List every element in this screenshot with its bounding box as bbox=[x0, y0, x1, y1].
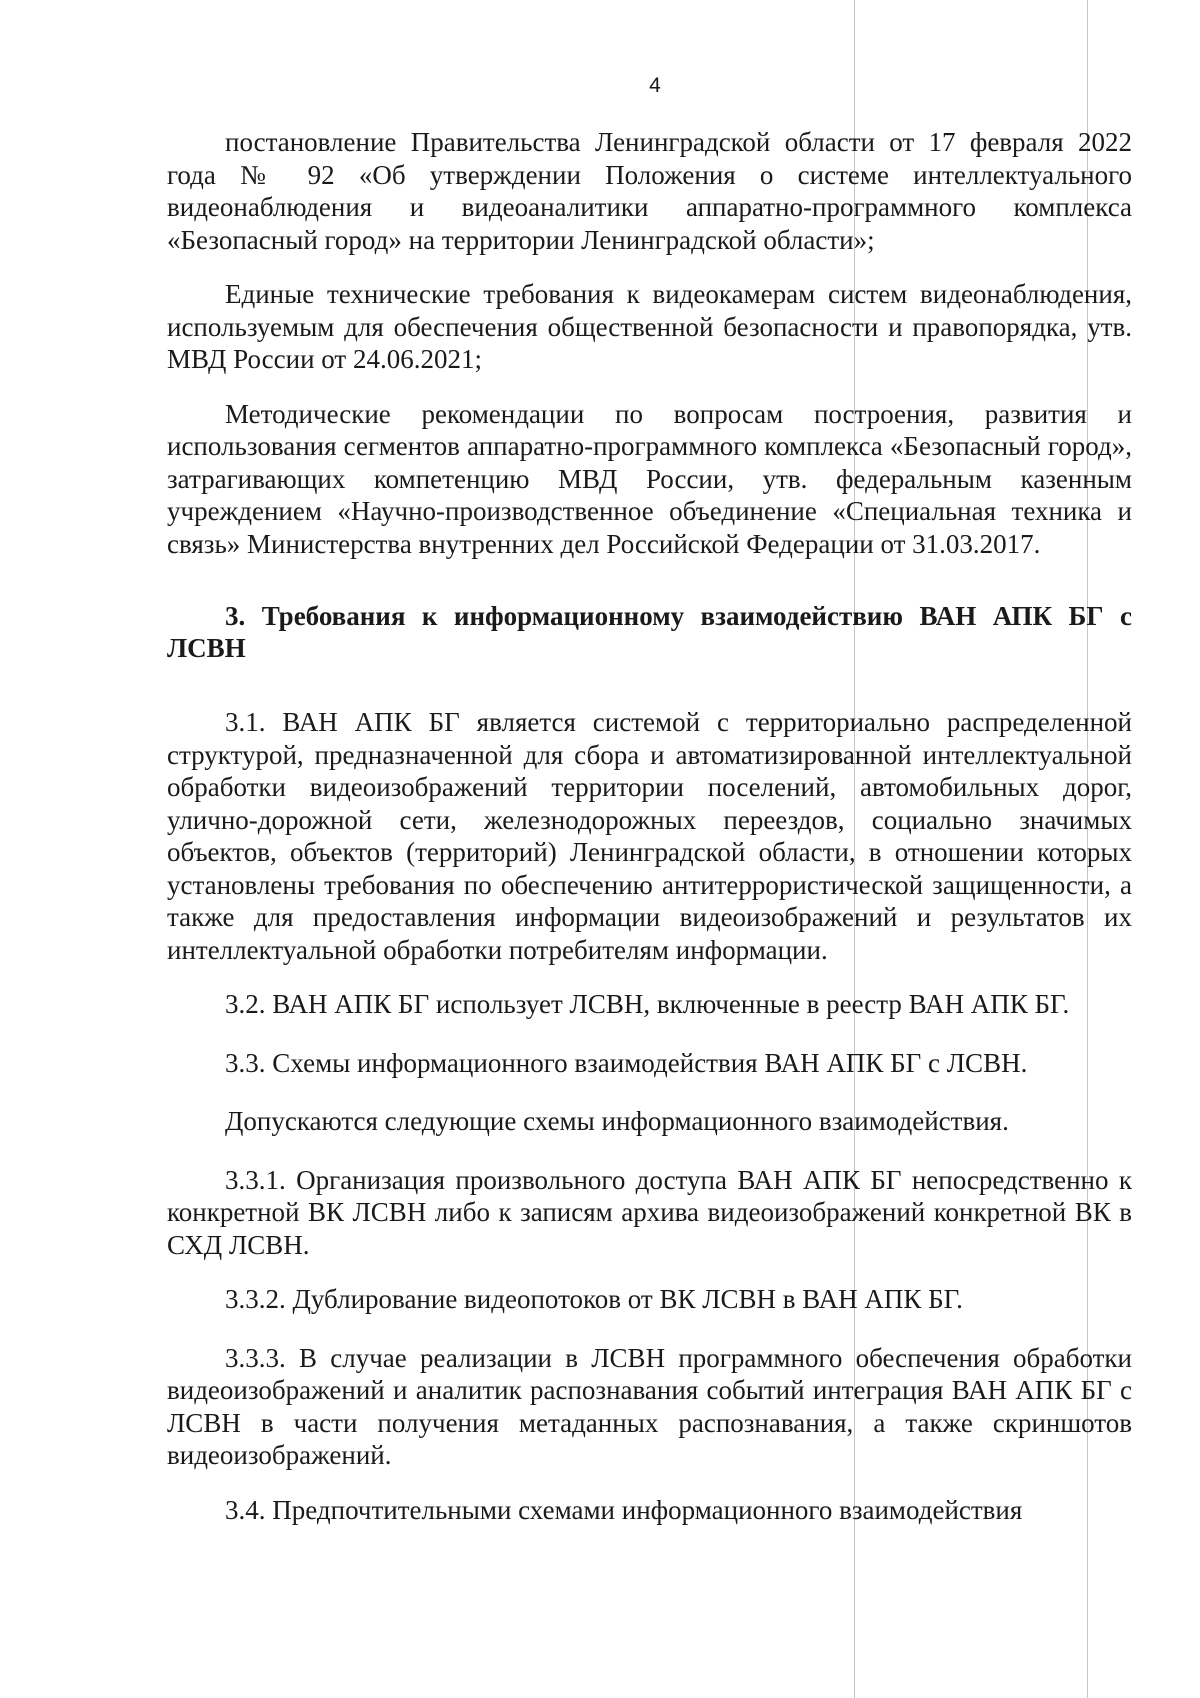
paragraph-3-3-1: 3.3.1. Организация произвольного доступа ВАН АПК БГ непосредственно к конкретной ВК ЛСВН либо к записям архива видеоизображений конкретной ВК в СХД ЛСВН. bbox=[167, 1164, 1132, 1260]
paragraph-3-1: 3.1. ВАН АПК БГ является системой с территориально распределенной структурой, предназначенной для сбора и автоматизированной интеллектуальной обработки видеоизображений территории поселений, автомобильных дорог, улично-дорожной сети, железнодорожных переездов, социально значимых объектов, объектов (территорий) Ленинградской области, в отношении которых установлены требования по обеспечению антитеррористической защищенности, а также для предоставления информации видеоизображений и результатов их интеллектуальной обработки потребителям информации. bbox=[167, 707, 1132, 965]
section-heading: 3. Требования к информационному взаимодействию ВАН АПК БГ с ЛСВН bbox=[167, 601, 1132, 663]
document-body bbox=[167, 126, 1132, 1548]
paragraph-3-2: 3.2. ВАН АПК БГ использует ЛСВН, включенные в реестр ВАН АПК БГ. bbox=[225, 989, 1070, 1019]
paragraph-regulation-decree: постановление Правительства Ленинградской области от 17 февраля 2022 года № 92 «Об утверждении Положения о системе интеллектуального видеонаблюдения и видеоаналитики аппаратно-программного комплекса «Безопасный город» на территории Ленинградской области»; bbox=[167, 127, 1132, 255]
paragraph-technical-requirements: Единые технические требования к видеокамерам систем видеонаблюдения, используемым для обеспечения общественной безопасности и правопорядка, утв. МВД России от 24.06.2021; bbox=[167, 279, 1132, 374]
paragraph-methodical-recommendations: Методические рекомендации по вопросам построения, развития и использования сегментов аппаратно-программного комплекса «Безопасный город», затрагивающих компетенцию МВД России, утв. федеральным казенным учреждением «Научно-производственное объединение «Специальная техника и связь» Министерства внутренних дел Российской Федерации от 31.03.2017. bbox=[167, 398, 1132, 559]
paragraph-3-3: 3.3. Схемы информационного взаимодействия ВАН АПК БГ с ЛСВН. bbox=[225, 1047, 1028, 1078]
page-number: 4 bbox=[649, 74, 661, 97]
paragraph-3-4: 3.4. Предпочтительными схемами информационного взаимодействия bbox=[225, 1494, 1023, 1525]
paragraph-allowed-schemes: Допускаются следующие схемы информационного взаимодействия. bbox=[225, 1106, 1009, 1136]
paragraph-3-3-3: 3.3.3. В случае реализации в ЛСВН программного обеспечения обработки видеоизображений и аналитик распознавания событий интеграция ВАН АПК БГ с ЛСВН в части получения метаданных распознавания, а также скриншотов видеоизображений. bbox=[167, 1342, 1132, 1470]
paragraph-3-3-2: 3.3.2. Дублирование видеопотоков от ВК ЛСВН в ВАН АПК БГ. bbox=[225, 1284, 963, 1314]
